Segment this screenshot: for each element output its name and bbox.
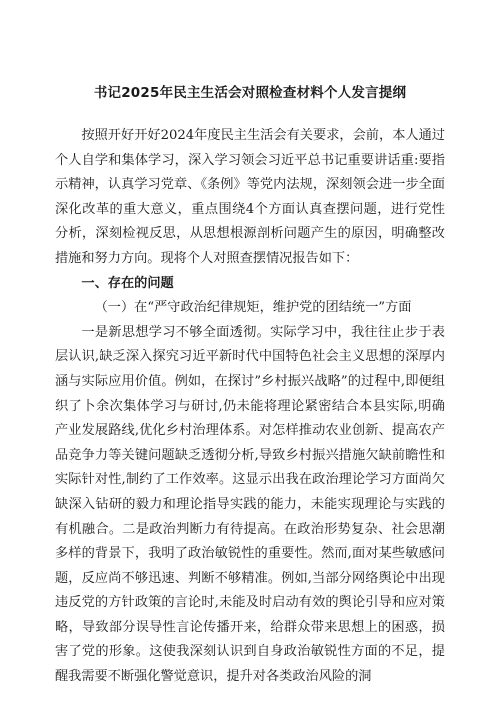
document-title: 书记2025年民主生活会对照检查材料个人发言提纲	[93, 85, 407, 101]
intro-paragraph: 按照开好开好2024年度民主生活会有关要求，会前，本人通过个人自学和集体学习，深入学习领会习近平总书记重要讲话重:要指示精神，认真学习党章、《条例》等党内法规，深刻领会进一步全面深化改革的重大意义，重点围绕4个方面认真查摆问题，进行党性分析，深刻检视反思，从思想根源剖析问题产生的原因，明确整改措施和努力方向。现将个人对照查摆情况报告如下：	[55, 128, 445, 266]
subsection-heading-political-discipline: （一）在“严守政治纪律规矩，维护党的团结统一”方面	[94, 300, 412, 316]
body-paragraph: 一是新思想学习不够全面透彻。实际学习中，我往往止步于表层认识,缺乏深入探究习近平新时代中国特色社会主义思想的深厚内涵与实际应用价值。例如，在探讨”乡村振兴战略”的过程中,即便组织了卜余次集体学习与研讨,仍未能将理论紧密结合本县实际,明确产业发展路线,优化乡村治理体系。对怎样推动农业创新、提高农产品竞争力等关键问题缺乏透彻分析,导致乡村振兴措施欠缺前瞻性和实际针对性,制约了工作效率。这显示出我在政治理论学习方面尚欠缺深入钻研的毅力和理论指导实践的能力，未能实现理论与实践的有机融合。二是政治判断力有待提高。在政治形势复杂、社会思潮多样的背景下，我明了政治敏锐性的重要性。然而,面对某些敏感问题，反应尚不够迅速、判断不够精准。例如,当部分网络舆论中出现违反党的方针政策的言论时,未能及时启动有效的舆论引导和应对策略，导致部分误导性言论传播开来，给群众带来思想上的困惑，损害了党的形象。这使我深刻认识到自身政治敏锐性方面的不足，提醒我需要不断强化警觉意识，提升对各类政治风险的洞	[55, 324, 445, 685]
section-heading-problems: 一、存在的问题	[81, 275, 174, 291]
document-body	[55, 124, 445, 690]
